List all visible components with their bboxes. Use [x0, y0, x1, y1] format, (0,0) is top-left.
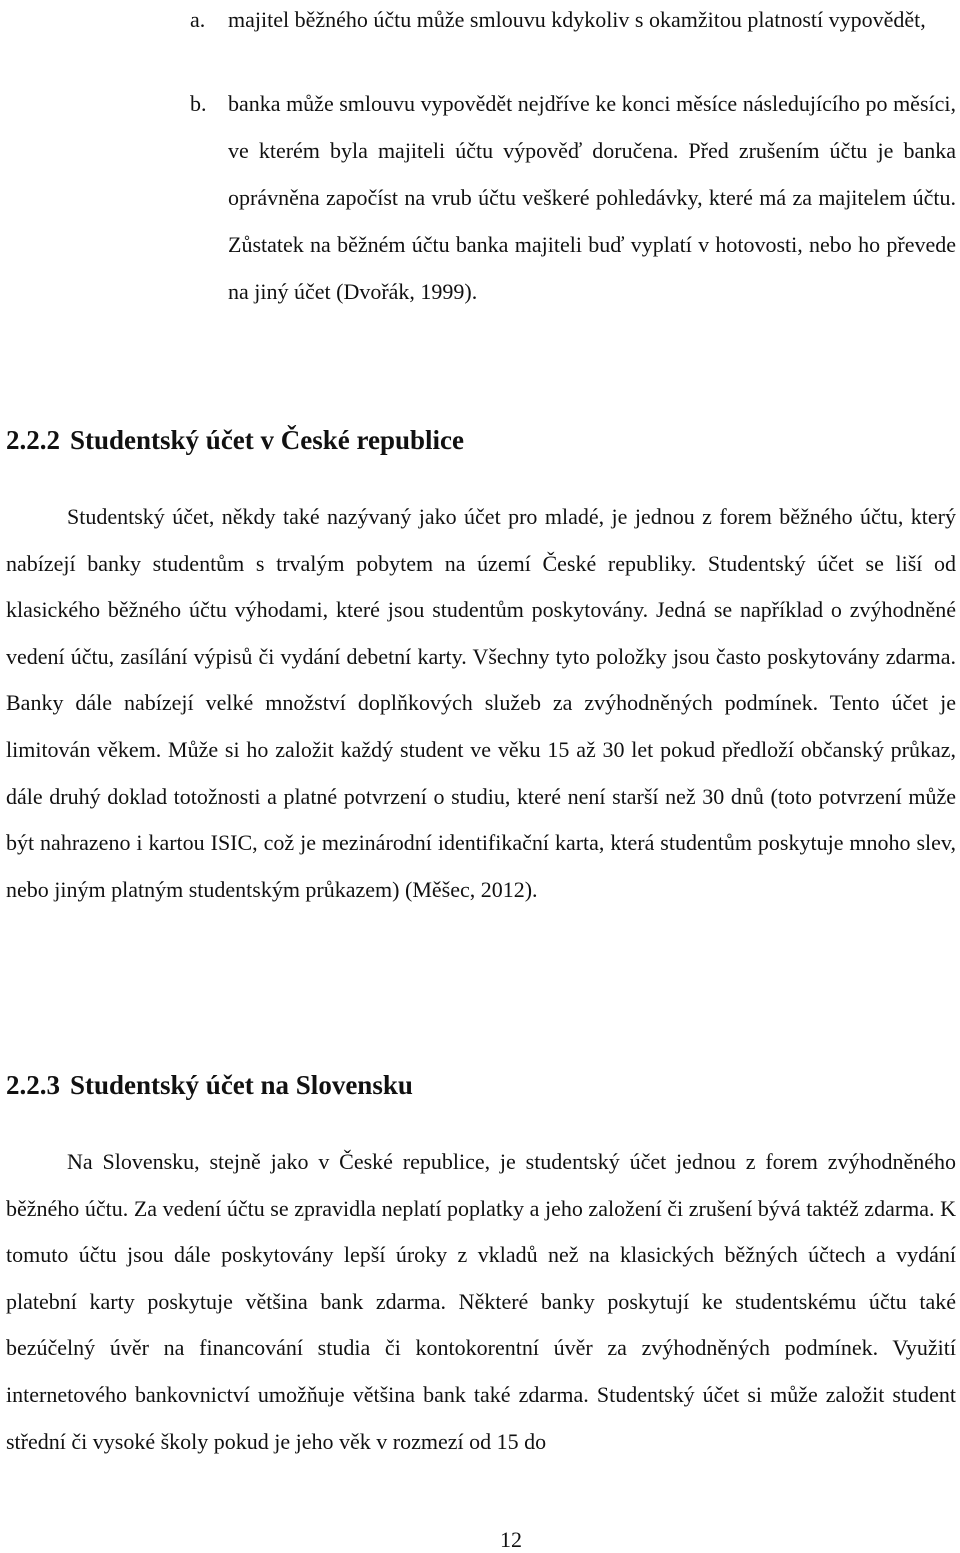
page-number: 12: [500, 1527, 522, 1552]
section-title: Studentský účet na Slovensku: [70, 1070, 413, 1100]
list-item-text: banka může smlouvu vypovědět nejdříve ke konci měsíce následujícího po měsíci, ve kterém byla majiteli účtu výpověď doručena. Před zrušením účtu je banka oprávněna započíst na vrub účtu veškeré pohledávky, které má za majitelem účtu. Zůstatek na běžném účtu banka majiteli buď vyplatí v hotovosti, nebo ho převede na jiný účet (Dvořák, 1999).: [228, 91, 956, 304]
section-number: 2.2.2: [6, 425, 60, 455]
body-paragraph: Studentský účet, někdy také nazývaný jako účet pro mladé, je jednou z forem běžného účtu, který nabízejí banky studentům s trvalým pobytem na území České republiky. Studentský účet se liší od klasického běžného účtu výhodami, které jsou studentům poskytovány. Jedná se například o zvýhodněné vedení účtu, zasílání výpisů či vydání debetní karty. Všechny tyto položky jsou často poskytovány zdarma. Banky dále nabízejí velké množství doplňkových služeb za zvýhodněných podmínek. Tento účet je limitován věkem. Může si ho založit každý student ve věku 15 až 30 let pokud předloží občanský průkaz, dále druhý doklad totožnosti a platné potvrzení o studiu, které není starší než 30 dnů (toto potvrzení může být nahrazeno i kartou ISIC, což je mezinárodní identifikační karta, která studentům poskytuje mnoho slev, nebo jiným platným studentským průkazem) (Měšec, 2012).: [6, 504, 956, 902]
section-heading: [6, 424, 464, 456]
section-title: Studentský účet v České republice: [70, 425, 465, 455]
body-paragraph: Na Slovensku, stejně jako v České republice, je studentský účet jednou z forem zvýhodněného běžného účtu. Za vedení účtu se zpravidla neplatí poplatky a jeho založení či zrušení bývá taktéž zdarma. K tomuto účtu jsou dále poskytovány lepší úroky z vkladů než na klasických běžných účtech a vydání platební karty poskytuje většina bank zdarma. Některé banky poskytují ke studentskému účtu také bezúčelný úvěr na financování studia či kontokorentní úvěr za zvýhodněných podmínek. Využití internetového bankovnictví umožňuje většina bank také zdarma. Studentský účet si může založit student střední či vysoké školy pokud je jeho věk v rozmezí od 15 do: [6, 1149, 956, 1454]
section-number: 2.2.3: [6, 1070, 60, 1100]
list-marker: b.: [190, 91, 207, 116]
section-heading: [6, 1069, 413, 1101]
list-marker: a.: [190, 7, 206, 32]
list-item-text: majitel běžného účtu může smlouvu kdykoliv s okamžitou platností vypovědět,: [228, 7, 926, 32]
